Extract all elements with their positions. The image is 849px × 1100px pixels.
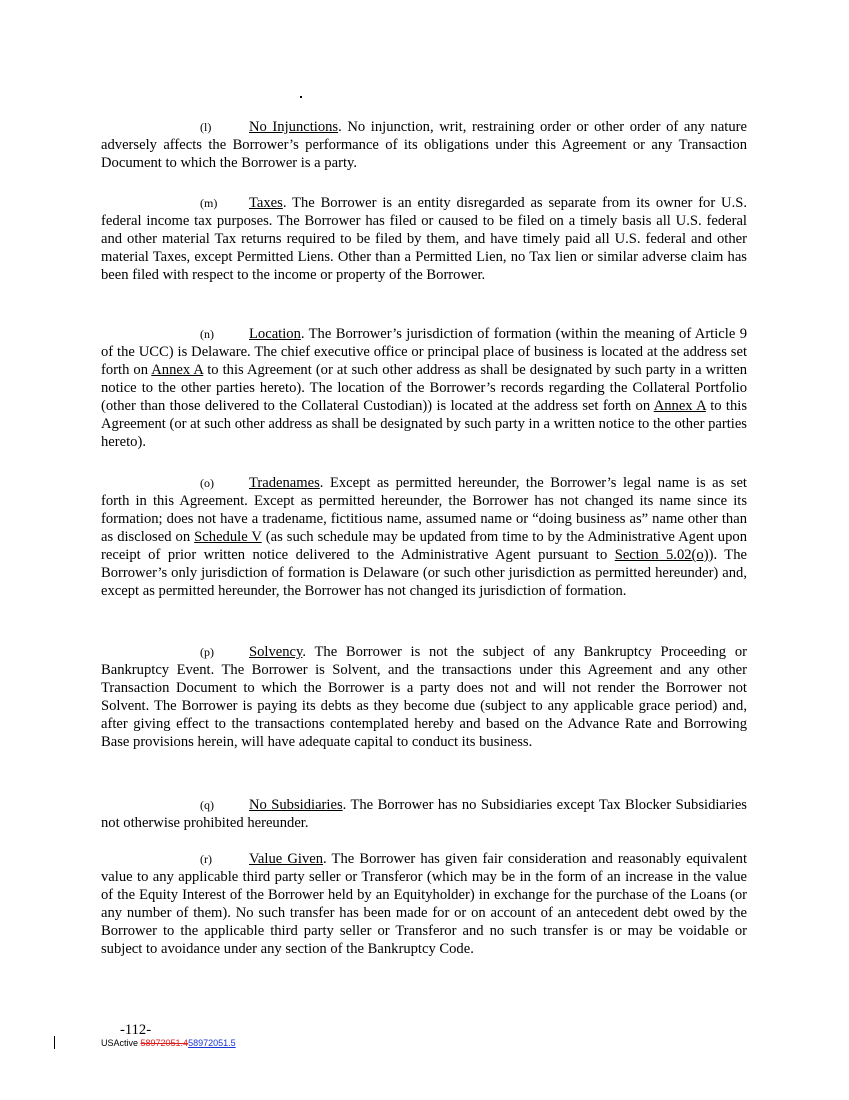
section-m bbox=[101, 194, 747, 284]
document-id-footer bbox=[101, 1038, 236, 1048]
section-title: No Injunctions bbox=[249, 119, 339, 135]
footer-prefix: USActive bbox=[101, 1038, 141, 1048]
section-title: No Subsidiaries bbox=[249, 797, 343, 813]
stray-mark bbox=[300, 96, 302, 98]
section-title: Solvency bbox=[249, 644, 303, 660]
section-body: to this Agreement (or at such other address as shall be designated by such party in a written notice to the other parties hereto). The location of the Borrower’s records regarding the Collateral Portfolio (other than those delivered to the Collateral Custodian)) is located at the address set forth on bbox=[101, 362, 747, 414]
section-o bbox=[101, 474, 747, 600]
section-5-02-o-reference: Section 5.02(o) bbox=[614, 547, 709, 563]
page-number: -112- bbox=[120, 1022, 152, 1038]
section-body: . The Borrower has given fair consideration and reasonably equivalent value to any applicable third party seller or Transferor (which may be in the form of an increase in the value of the Equity Interest of the Borrower held by an Equityholder) in exchange for the purchase of the Loans (or any number of them). No such transfer has been made for or on account of an antecedent debt owed by the Borrower to the applicable third party seller or Transferor and no such transfer is or may be voidable or subject to avoidance under any section of the Bankruptcy Code. bbox=[101, 851, 747, 957]
section-title: Value Given bbox=[249, 851, 324, 867]
section-marker: (o) bbox=[200, 476, 214, 490]
section-body: . Except as permitted hereunder, the Borrower’s legal name is as set forth in this Agreement. Except as permitted hereunder, the Borrower has not changed its name since its formation; does not have a tradename, fictitious name, assumed name or “doing business as” name other than as disclosed on bbox=[101, 475, 747, 545]
section-title: Location bbox=[249, 326, 301, 342]
section-title: Tradenames bbox=[249, 475, 320, 491]
section-body: . The Borrower is an entity disregarded as separate from its owner for U.S. federal income tax purposes. The Borrower has filed or caused to be filed on a timely basis all U.S. federal and other material Tax returns required to be filed by them, and have timely paid all U.S. federal and other material Taxes, except Permitted Liens. Other than a Permitted Lien, no Tax lien or similar adverse claim has been filed with respect to the income or property of the Borrower. bbox=[101, 195, 747, 283]
section-marker: (p) bbox=[200, 645, 214, 659]
section-marker: (q) bbox=[200, 798, 214, 812]
section-body: . The Borrower has no Subsidiaries except Tax Blocker Subsidiaries not otherwise prohibited hereunder. bbox=[101, 797, 747, 831]
schedule-v-reference: Schedule V bbox=[194, 529, 262, 545]
annex-a-reference: Annex A bbox=[653, 398, 706, 414]
section-q bbox=[101, 796, 747, 832]
deleted-doc-id: 58972051.4 bbox=[140, 1038, 189, 1048]
section-marker: (n) bbox=[200, 327, 214, 341]
section-body: . The Borrower is not the subject of any Bankruptcy Proceeding or Bankruptcy Event. The Borrower is Solvent, and the transactions under this Agreement and any other Transaction Document to which the Borrower is a party does not and will not render the Borrower not Solvent. The Borrower is paying its debts as they become due (subject to any applicable grace period) and, after giving effect to the transactions contemplated hereby and based on the Advance Rate and Borrowing Base provisions herein, will have adequate capital to conduct its business. bbox=[101, 644, 747, 750]
annex-a-reference: Annex A bbox=[151, 362, 204, 378]
section-body: ). The Borrower’s only jurisdiction of formation is Delaware (or such other jurisdiction as permitted hereunder) and, except as permitted hereunder, the Borrower has not changed its jurisdiction of formation. bbox=[101, 547, 747, 599]
section-marker: (m) bbox=[200, 196, 218, 210]
section-p bbox=[101, 643, 747, 751]
change-bar bbox=[54, 1036, 55, 1049]
section-body: . No injunction, writ, restraining order or other order of any nature adversely affects the Borrower’s performance of its obligations under this Agreement or any Transaction Document to which the Borrower is a party. bbox=[101, 119, 747, 171]
section-body: . The Borrower’s jurisdiction of formation (within the meaning of Article 9 of the UCC) is Delaware. The chief executive office or principal place of business is located at the address set forth on bbox=[101, 326, 747, 378]
inserted-doc-id: 58972051.5 bbox=[188, 1038, 236, 1048]
section-marker: (r) bbox=[200, 852, 212, 866]
section-n bbox=[101, 325, 747, 451]
section-r bbox=[101, 850, 747, 958]
section-title: Taxes bbox=[249, 195, 283, 211]
section-body: (as such schedule may be updated from time to by the Administrative Agent upon receipt of prior written notice delivered to the Administrative Agent pursuant to bbox=[101, 529, 747, 563]
section-body: to this Agreement (or at such other address as shall be designated by such party in a written notice to the other parties hereto). bbox=[101, 398, 748, 450]
section-l bbox=[101, 118, 747, 172]
section-marker: (l) bbox=[200, 120, 212, 134]
